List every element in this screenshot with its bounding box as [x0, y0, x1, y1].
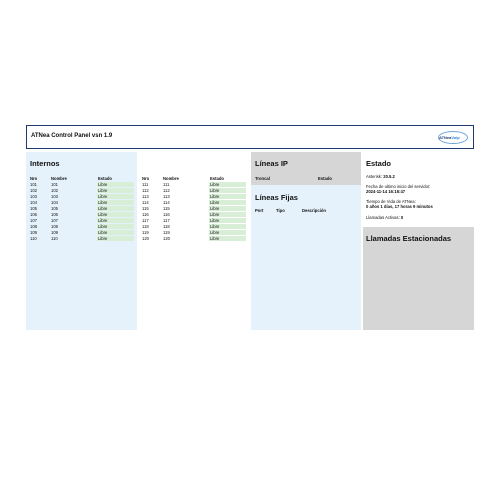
extension-estado-badge: Libre: [209, 230, 246, 236]
extension-nombre: 115: [163, 205, 170, 211]
extension-nro: 114: [142, 199, 149, 205]
extension-nro: 116: [142, 211, 149, 217]
extension-estado-badge: Libre: [97, 182, 134, 188]
extension-nombre: 110: [51, 235, 58, 241]
extension-nro: 109: [30, 229, 37, 235]
extension-estado-badge: Libre: [97, 236, 134, 242]
vida-value: 0 años 1 días, 17 horas 9 minutos: [366, 204, 433, 209]
extension-row: [26, 236, 137, 242]
llamadas-activas: [366, 215, 403, 220]
llamadas-estacionadas-panel: [363, 227, 474, 330]
extension-nro: 106: [30, 211, 37, 217]
extension-row: [139, 206, 249, 212]
lineas-fijas-header-descripcion: Descripción: [302, 208, 326, 213]
extension-estado-badge: Libre: [209, 194, 246, 200]
extension-nombre: 117: [163, 217, 170, 223]
extension-nro: 103: [30, 193, 37, 199]
extension-nro: 108: [30, 223, 37, 229]
extension-nro: 117: [142, 217, 149, 223]
extension-nro: 110: [30, 235, 37, 241]
extension-estado-badge: Libre: [209, 212, 246, 218]
extension-row: [26, 182, 137, 188]
extension-nombre: 103: [51, 193, 58, 199]
extension-nro: 111: [142, 181, 149, 187]
extension-estado-badge: Libre: [97, 212, 134, 218]
extension-estado-badge: Libre: [209, 206, 246, 212]
app-title: ATNea Control Panel vsn 1.9: [31, 133, 113, 139]
extension-estado-badge: Libre: [97, 194, 134, 200]
extension-row: [139, 182, 249, 188]
extension-row: [139, 194, 249, 200]
internos-title: Internos: [30, 159, 60, 168]
internos-panel: [26, 152, 137, 330]
fecha-value: 2024-11-14 16:16:47: [366, 189, 406, 194]
extension-nombre: 120: [163, 235, 170, 241]
extension-estado-badge: Libre: [209, 236, 246, 242]
extension-nro: 113: [142, 193, 149, 199]
extension-nombre: 102: [51, 187, 58, 193]
extension-estado-badge: Libre: [97, 224, 134, 230]
llamadas-label: Llamadas Activas:: [366, 215, 400, 220]
extension-nro: 119: [142, 229, 149, 235]
extension-nro: 112: [142, 187, 149, 193]
extension-nombre: 106: [51, 211, 58, 217]
extension-estado-badge: Libre: [209, 188, 246, 194]
extension-nro: 102: [30, 187, 37, 193]
lineas-fijas-header-port: Port: [255, 208, 264, 213]
extension-nro: 104: [30, 199, 37, 205]
extension-estado-badge: Libre: [97, 230, 134, 236]
asterisk-version: [366, 174, 395, 179]
extension-row: [139, 236, 249, 242]
extension-nro: 120: [142, 235, 149, 241]
extension-estado-badge: Libre: [209, 224, 246, 230]
vida-label: Tiempo de Vida de ATNea:: [366, 199, 416, 204]
extension-row: [139, 212, 249, 218]
extension-estado-badge: Libre: [97, 188, 134, 194]
extension-nombre: 112: [163, 187, 170, 193]
extension-nro: 118: [142, 223, 149, 229]
llamadas-estacionadas-title: Llamadas Estacionadas: [366, 234, 452, 243]
extension-nombre: 109: [51, 229, 58, 235]
lineas-ip-title: Líneas IP: [255, 159, 288, 168]
internos-panel-2: [139, 152, 249, 330]
internos2-header-estado: Estado: [210, 176, 224, 181]
extension-row: [139, 200, 249, 206]
extension-row: [139, 230, 249, 236]
extension-estado-badge: Libre: [209, 218, 246, 224]
extension-nombre: 111: [163, 181, 170, 187]
extension-row: [26, 188, 137, 194]
extension-row: [139, 188, 249, 194]
extension-row: [26, 200, 137, 206]
extension-estado-badge: Libre: [97, 218, 134, 224]
lineas-ip-header-troncal: Troncal: [255, 176, 270, 181]
estado-panel: [363, 152, 474, 227]
extension-row: [139, 224, 249, 230]
extension-nombre: 105: [51, 205, 58, 211]
extension-estado-badge: Libre: [209, 182, 246, 188]
internos-header-nombre: Nombre: [51, 176, 67, 181]
logo-text-voip: Voip: [451, 135, 460, 140]
lineas-fijas-title: Líneas Fijas: [255, 193, 298, 202]
estado-title: Estado: [366, 159, 392, 168]
extension-nombre: 107: [51, 217, 58, 223]
lineas-fijas-header-tipo: Tipo: [276, 208, 285, 213]
internos-header-nro: Nro: [30, 176, 38, 181]
lineas-panel: [251, 152, 361, 330]
extension-nombre: 119: [163, 229, 170, 235]
extension-estado-badge: Libre: [209, 200, 246, 206]
extension-row: [139, 218, 249, 224]
extension-row: [26, 212, 137, 218]
app-header: [26, 125, 474, 149]
atnea-voip-logo: [437, 130, 469, 145]
extension-nombre: 101: [51, 181, 58, 187]
extension-row: [26, 218, 137, 224]
internos2-header-nro: Nro: [142, 176, 150, 181]
asterisk-value: 20.5.2: [383, 174, 395, 179]
extension-nombre: 108: [51, 223, 58, 229]
logo-text-atnea: ATNea: [439, 135, 452, 140]
extension-row: [26, 194, 137, 200]
internos2-header-nombre: Nombre: [163, 176, 179, 181]
extension-nombre: 113: [163, 193, 170, 199]
extension-nro: 101: [30, 181, 37, 187]
extension-row: [26, 224, 137, 230]
extension-nro: 115: [142, 205, 149, 211]
extension-estado-badge: Libre: [97, 200, 134, 206]
internos-header-estado: Estado: [98, 176, 112, 181]
llamadas-value: 0: [400, 215, 404, 220]
extension-nombre: 114: [163, 199, 170, 205]
extension-estado-badge: Libre: [97, 206, 134, 212]
fecha-label: Fecha de ultimo inicio del servidor:: [366, 184, 431, 189]
extension-nombre: 118: [163, 223, 170, 229]
lineas-ip-header-estado: Estado: [318, 176, 332, 181]
extension-nro: 105: [30, 205, 37, 211]
asterisk-label: Asterisk:: [366, 174, 383, 179]
extension-row: [26, 206, 137, 212]
extension-row: [26, 230, 137, 236]
extension-nombre: 116: [163, 211, 170, 217]
extension-nro: 107: [30, 217, 37, 223]
extension-nombre: 104: [51, 199, 58, 205]
